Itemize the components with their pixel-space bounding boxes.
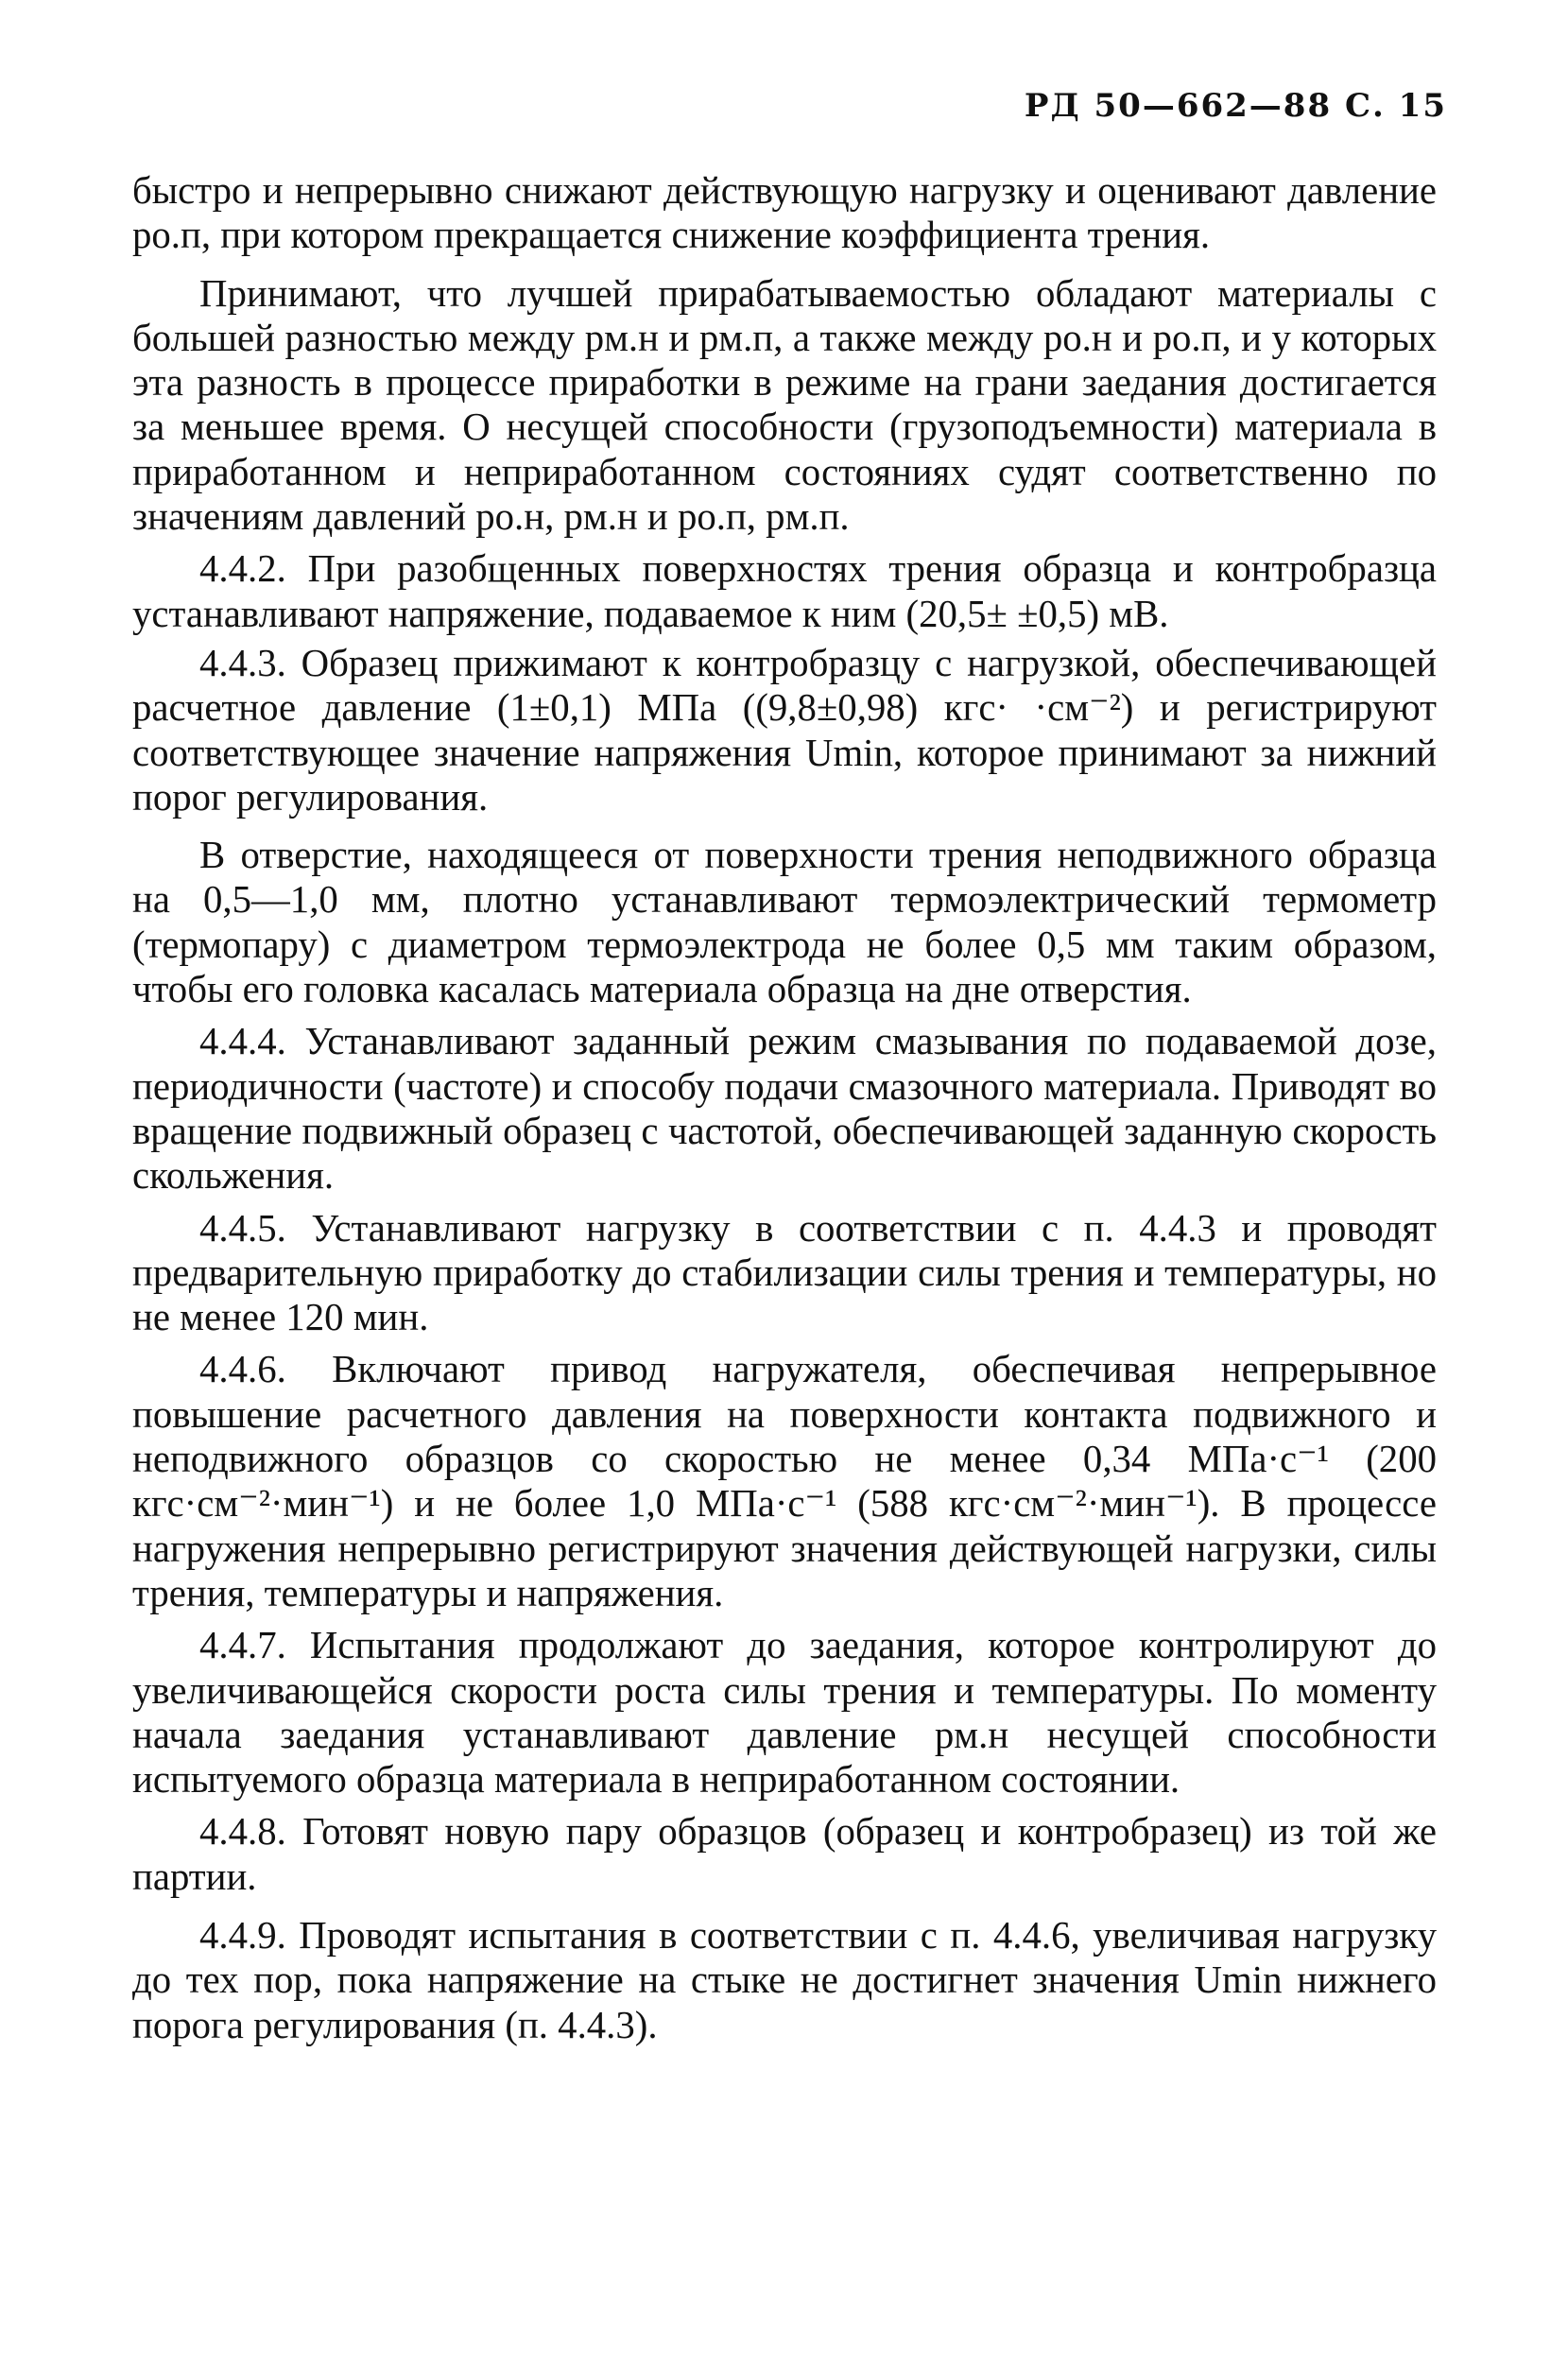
document-body: [132, 168, 1437, 2047]
paragraph-4-4-3: 4.4.3. Образец прижимают к контробразцу с нагрузкой, обеспечивающей расчетное давление (1±0,1) МПа ((9,8±0,98) кгс· ·см⁻²) и регистрируют соответствующее значение напряжения Umin, которое принимают за нижний порог регулирования.: [132, 641, 1437, 819]
paragraph-4-4-8: 4.4.8. Готовят новую пару образцов (образец и контробразец) из той же партии.: [132, 1810, 1437, 1898]
paragraph-4-4-5: 4.4.5. Устанавливают нагрузку в соответствии с п. 4.4.3 и проводят предварительную приработку до стабилизации силы трения и температуры, но не менее 120 мин.: [132, 1206, 1437, 1339]
paragraph-4-4-7: 4.4.7. Испытания продолжают до заедания, которое контролируют до увеличивающейся скорости роста силы трения и температуры. По моменту начала заедания устанавливают давление pм.н несущей способности испытуемого образца материала в неприработанном состоянии.: [132, 1624, 1437, 1802]
paragraph-4-4-4: 4.4.4. Устанавливают заданный режим смазывания по подаваемой дозе, периодичности (частоте) и способу подачи смазочного материала. Приводят во вращение подвижный образец с частотой, обеспечивающей заданную скорость скольжения.: [132, 1020, 1437, 1198]
paragraph-running-in: Принимают, что лучшей прирабатываемостью обладают материалы с большей разностью между pм.н и pм.п, а также между pо.н и pо.п, и у которых эта разность в процессе приработки в режиме на грани заедания достигается за меньшее время. О несущей способности (грузоподъемности) материала в приработанном и неприработанном состояниях судят соответственно по значениям давлений pо.н, pм.н и pо.п, pм.п.: [132, 271, 1437, 539]
paragraph-continuation: быстро и непрерывно снижают действующую нагрузку и оценивают давление pо.п, при котором прекращается снижение коэффициента трения.: [132, 169, 1437, 257]
paragraph-4-4-9: 4.4.9. Проводят испытания в соответствии с п. 4.4.6, увеличивая нагрузку до тех пор, пока напряжение на стыке не достигнет значения Umin нижнего порога регулирования (п. 4.4.3).: [132, 1913, 1437, 2046]
page-header: РД 50—662—88 С. 15: [1024, 87, 1447, 125]
paragraph-4-4-2: 4.4.2. При разобщенных поверхностях трения образца и контробразца устанавливают напряжение, подаваемое к ним (20,5± ±0,5) мВ.: [132, 547, 1437, 635]
paragraph-thermocouple: В отверстие, находящееся от поверхности трения неподвижного образца на 0,5—1,0 мм, плотно устанавливают термоэлектрический термометр (термопару) с диаметром термоэлектрода не более 0,5 мм таким образом, чтобы его головка касалась материала образца на дне отверстия.: [132, 834, 1437, 1011]
paragraph-4-4-6: 4.4.6. Включают привод нагружателя, обеспечивая непрерывное повышение расчетного давления на поверхности контакта подвижного и неподвижного образцов со скоростью не менее 0,34 МПа·с⁻¹ (200 кгс·см⁻²·мин⁻¹) и не более 1,0 МПа·с⁻¹ (588 кгс·см⁻²·мин⁻¹). В процессе нагружения непрерывно регистрируют значения действующей нагрузки, силы трения, температуры и напряжения.: [132, 1348, 1437, 1614]
